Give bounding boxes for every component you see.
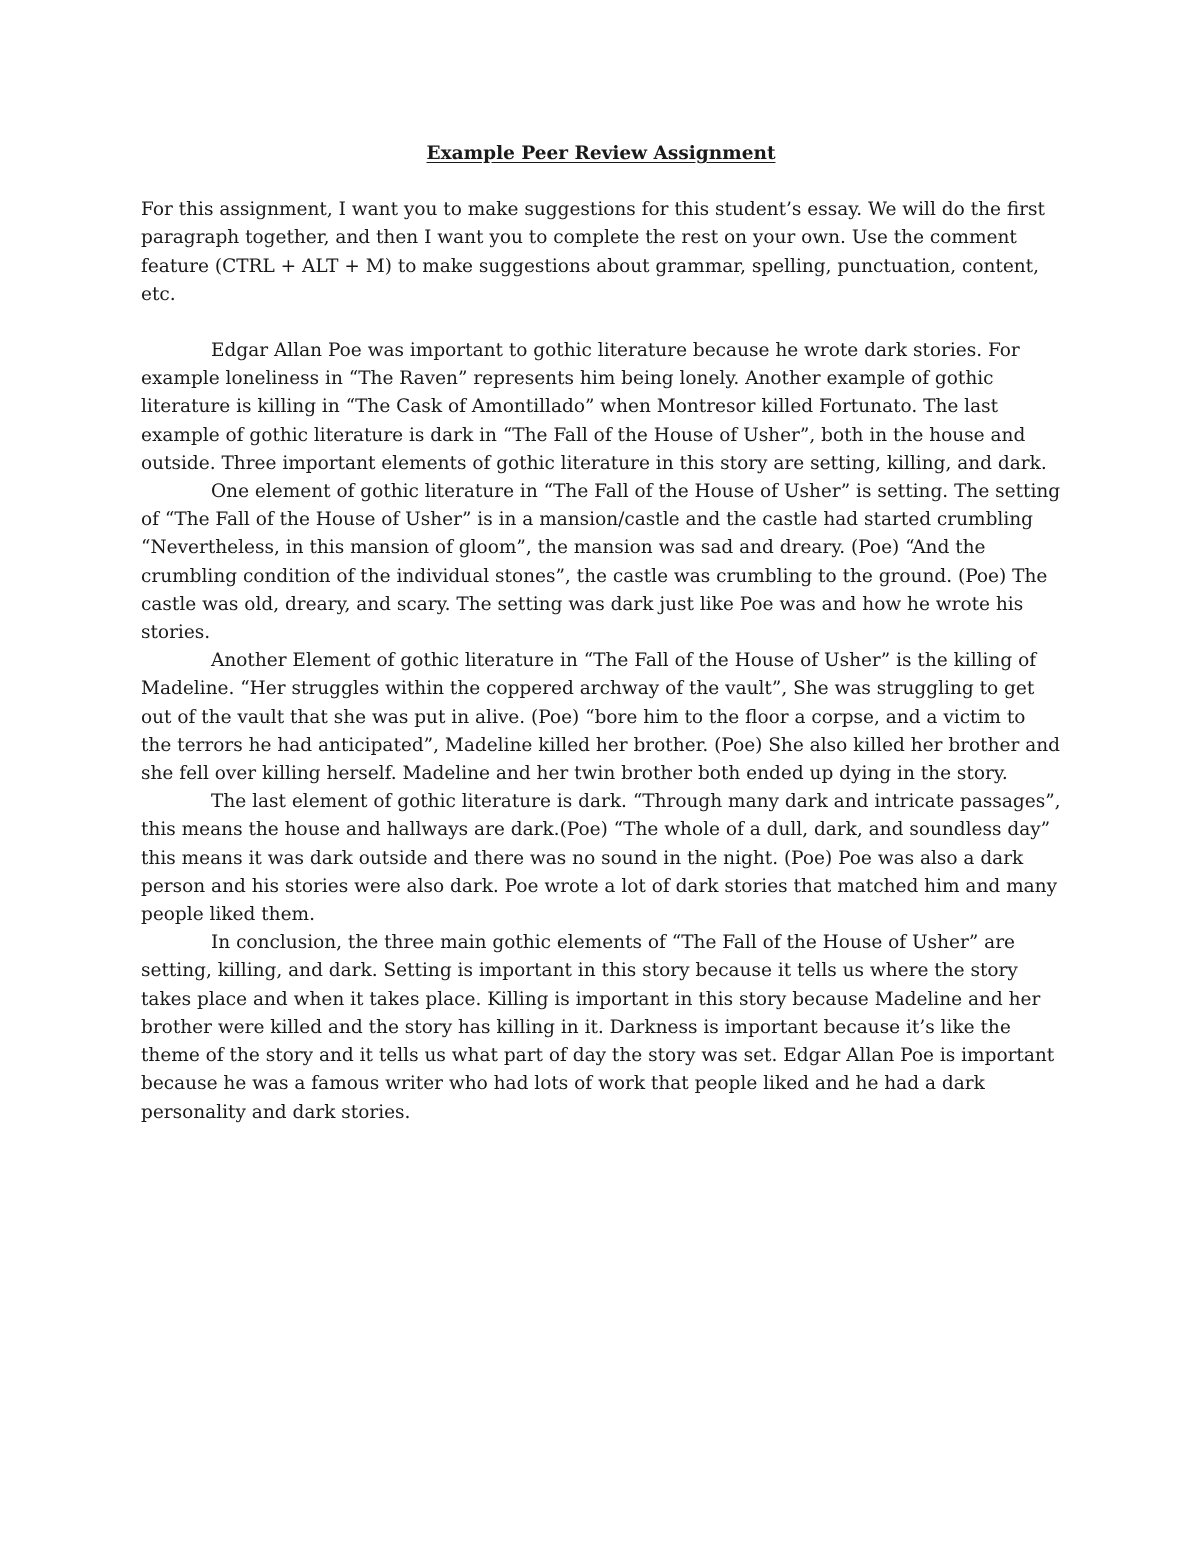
essay-paragraph-4: The last element of gothic literature is dark. “Through many dark and intricate passages”, this means the house and hallways are dark.(Poe) “The whole of a dull, dark, and soundless day” this means it was dark outside and there was no sound in the night. (Poe) Poe was also a dark person and his stories were also dark. Poe wrote a lot of dark stories that matched him and many people liked them. <box>141 791 1061 926</box>
essay-paragraph-5: In conclusion, the three main gothic elements of “The Fall of the House of Usher” are setting, killing, and dark. Setting is important in this story because it tells us where the story takes place and when it takes place. Killing is important in this story because Madeline and her brother were killed and the story has killing in it. Darkness is important because it’s like the theme of the story and it tells us what part of day the story was set. Edgar Allan Poe is important because he was a famous writer who had lots of work that people liked and he had a dark personality and dark stories. <box>141 932 1055 1123</box>
assignment-instructions: For this assignment, I want you to make suggestions for this student’s essay. We will do the first paragraph together, and then I want you to complete the rest on your own. Use the comment feature (CTRL + ALT + M) to make suggestions about grammar, spelling, punctuation, content, etc. <box>141 199 1045 305</box>
essay-paragraph-2: One element of gothic literature in “The Fall of the House of Usher” is setting. The setting of “The Fall of the House of Usher” is in a mansion/castle and the castle had started crumbling “Nevertheless, in this mansion of gloom”, the mansion was sad and dreary. (Poe) “And the crumbling condition of the individual stones”, the castle was crumbling to the ground. (Poe) The castle was old, dreary, and scary. The setting was dark just like Poe was and how he wrote his stories. <box>141 481 1061 644</box>
essay-paragraph-3: Another Element of gothic literature in “The Fall of the House of Usher” is the killing of Madeline. “Her struggles within the coppered archway of the vault”, She was struggling to get out of the vault that she was put in alive. (Poe) “bore him to the floor a corpse, and a victim to the terrors he had anticipated”, Madeline killed her brother. (Poe) She also killed her brother and she fell over killing herself. Madeline and her twin brother both ended up dying in the story. <box>141 650 1060 785</box>
essay-paragraph-1: Edgar Allan Poe was important to gothic literature because he wrote dark stories. For example loneliness in “The Raven” represents him being lonely. Another example of gothic literature is killing in “The Cask of Amontillado” when Montresor killed Fortunato. The last example of gothic literature is dark in “The Fall of the House of Usher”, both in the house and outside. Three important elements of gothic literature in this story are setting, killing, and dark. <box>141 340 1047 474</box>
document-title: Example Peer Review Assignment <box>426 143 776 164</box>
document-body <box>141 140 1061 1127</box>
